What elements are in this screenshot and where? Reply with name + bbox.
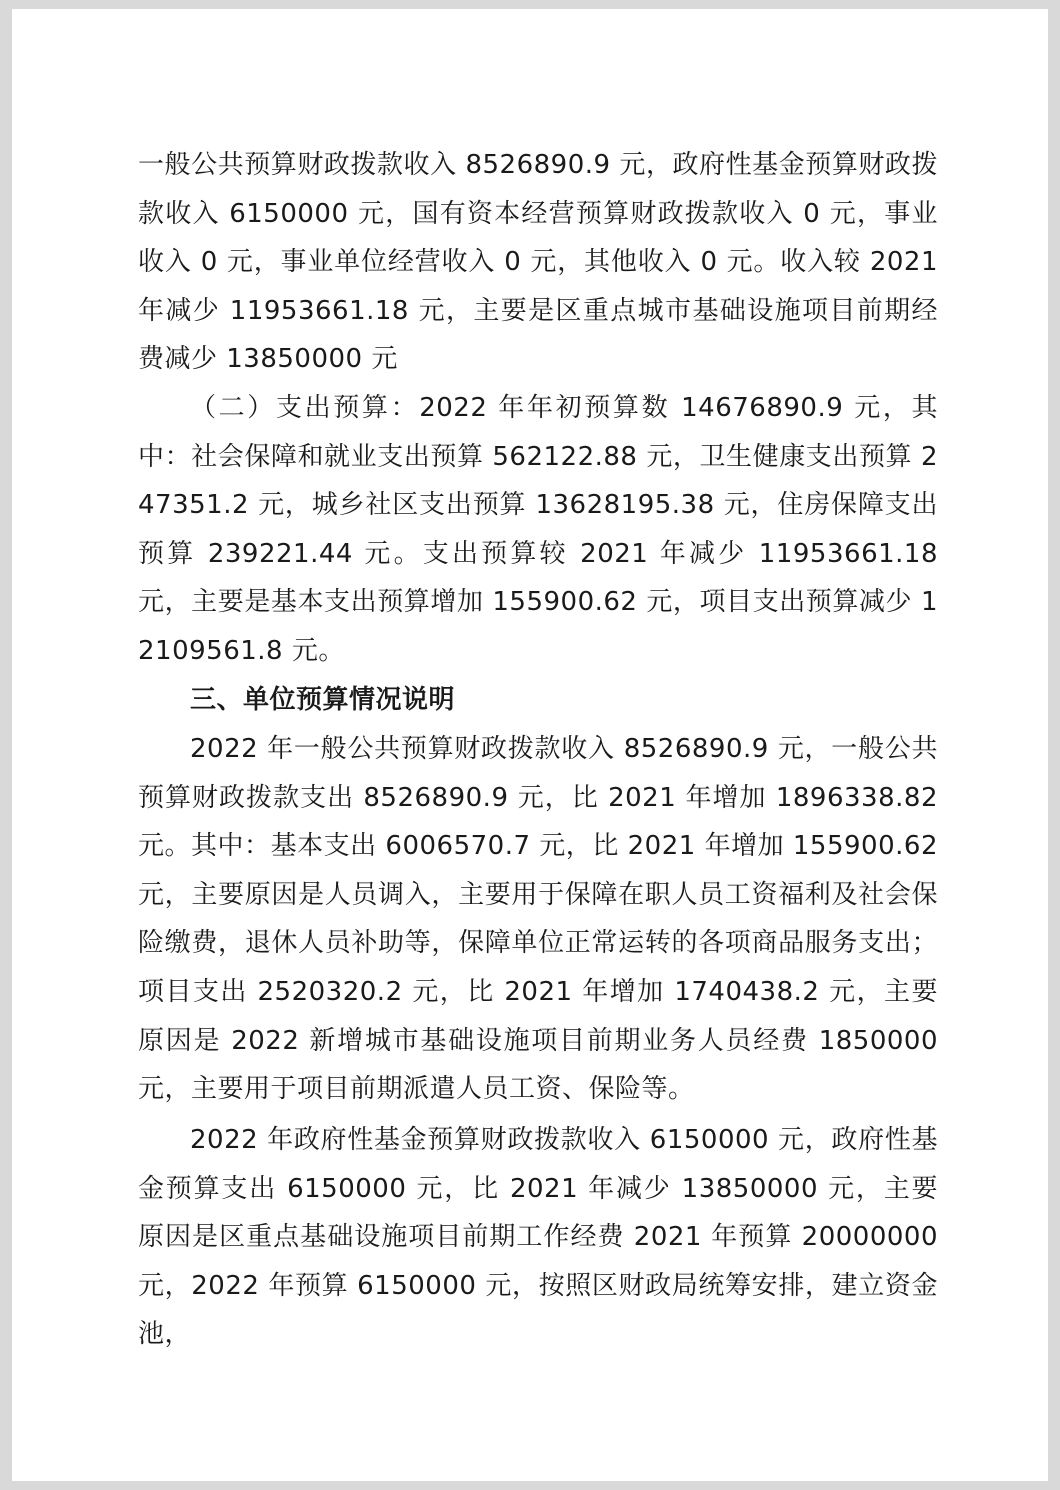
paragraph-income-detail: 一般公共预算财政拨款收入 8526890.9 元，政府性基金预算财政拨款收入 6150000 元，国有资本经营预算财政拨款收入 0 元，事业收入 0 元，事业单位经营收入 0 元，其他收入 0 元。收入较 2021 年减少 11953661.18 元，主要是区重点城市基础设施项目前期经费减少 13850000 元 [138, 150, 938, 375]
paragraph-government-fund-budget: 2022 年政府性基金预算财政拨款收入 6150000 元，政府性基金预算支出 6150000 元，比 2021 年减少 13850000 元，主要原因是区重点基础设施项目前期工作经费 2021 年预算 20000000 元，2022 年预算 6150000 元，按照区财政局统筹安排，建立资金池， [138, 1125, 938, 1350]
section-heading-unit-budget: 三、单位预算情况说明 [190, 685, 456, 715]
paragraph-expenditure-budget: （二）支出预算：2022 年年初预算数 14676890.9 元，其中：社会保障和就业支出预算 562122.88 元，卫生健康支出预算 247351.2 元，城乡社区支出预算 13628195.38 元，住房保障支出预算 239221.44 元。支出预算较 2021 年减少 11953661.18 元，主要是基本支出预算增加 155900.62 元，项目支出预算减少 12109561.8 元。 [138, 393, 938, 666]
paragraph-general-public-budget: 2022 年一般公共预算财政拨款收入 8526890.9 元，一般公共预算财政拨款支出 8526890.9 元，比 2021 年增加 1896338.82 元。其中：基本支出 6006570.7 元，比 2021 年增加 155900.62 元，主要原因是人员调入，主要用于保障在职人员工资福利及社会保险缴费，退休人员补助等，保障单位正常运转的各项商品服务支出；项目支出 2520320.2 元，比 2021 年增加 1740438.2 元，主要原因是 2022 新增城市基础设施项目前期业务人员经费 1850000 元，主要用于项目前期派遣人员工资、保险等。 [138, 734, 938, 1105]
document-page [12, 9, 1048, 1481]
